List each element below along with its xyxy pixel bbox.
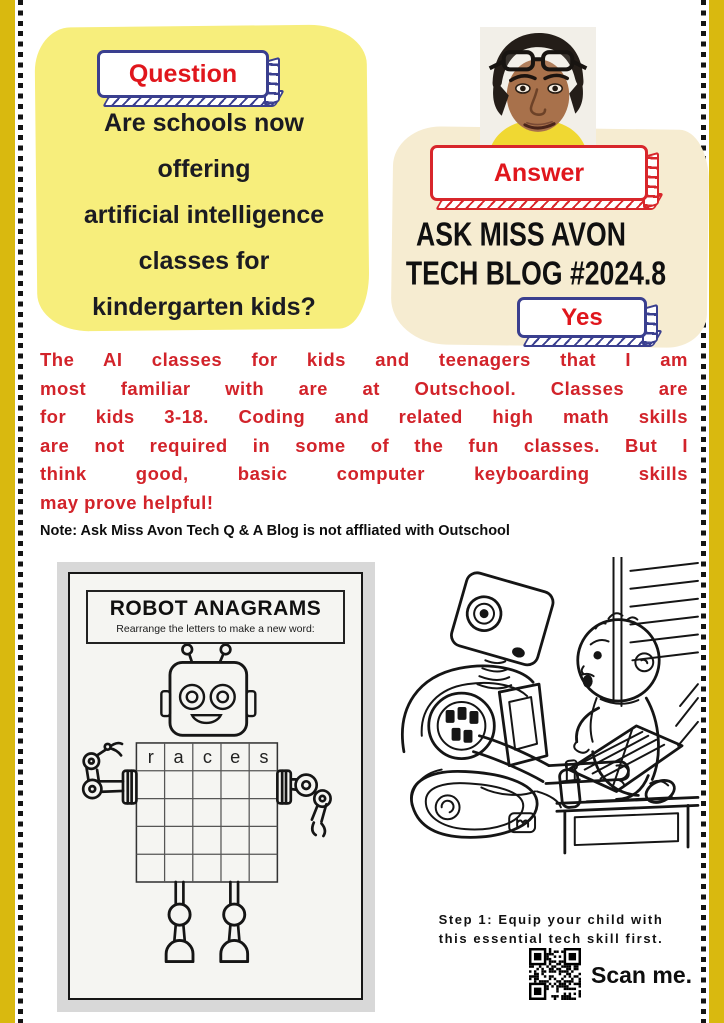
miss-avon-photo — [480, 27, 596, 154]
paragraph-line: most familiar with are at Outschool. Classes are — [40, 377, 688, 399]
robot-reading-to-baby-illustration — [382, 557, 700, 855]
answer-label: Answer — [430, 145, 648, 201]
right-gold-border — [709, 0, 724, 1023]
cta-step-text — [430, 910, 672, 948]
robot-right-arm — [290, 775, 330, 836]
paragraph-line: The AI classes for kids and teenagers that I am — [40, 349, 688, 370]
question-line: kindergarten kids? — [92, 293, 316, 321]
anagram-letter: r — [147, 747, 154, 768]
anagram-letter: c — [202, 747, 212, 768]
qr-code — [529, 948, 581, 1000]
cta-step-line: Step 1: Equip your child with — [438, 912, 664, 927]
blog-title-line1: ASK MISS AVON — [416, 216, 626, 253]
question-label-tag — [97, 50, 269, 98]
cta-step-line: this essential tech skill first. — [438, 931, 664, 946]
yes-label: Yes — [517, 297, 647, 338]
disclaimer-note: Note: Ask Miss Avon Tech Q & A Blog is not affliated with Outschool — [40, 523, 510, 539]
worksheet-title-box — [86, 590, 345, 644]
worksheet-subtitle: Rearrange the letters to make a new word: — [116, 623, 315, 635]
robot-anagrams-worksheet — [57, 562, 375, 1012]
yes-verdict-tag — [517, 297, 647, 338]
robot-left-arm — [83, 743, 123, 798]
question-line: artificial intelligence — [83, 201, 325, 229]
robot-anagram-figure — [76, 644, 356, 980]
anagram-letter: e — [229, 747, 240, 768]
question-text — [40, 100, 368, 330]
answer-paragraph — [40, 349, 688, 520]
question-line: classes for — [138, 247, 270, 275]
robot-antennae — [182, 645, 230, 663]
left-dashed-border — [18, 0, 23, 1023]
paragraph-line: think good, basic computer keyboarding skills — [40, 463, 688, 484]
answer-label-tag — [430, 145, 648, 201]
robot-head — [161, 662, 255, 735]
question-line: offering — [157, 155, 251, 183]
anagram-letter: a — [173, 747, 184, 768]
worksheet-title: ROBOT ANAGRAMS — [109, 597, 322, 620]
qr-code-icon — [529, 948, 581, 1000]
question-label: Question — [97, 50, 269, 98]
worksheet-card — [68, 572, 363, 1000]
paragraph-line: may prove helpful! — [40, 491, 214, 513]
left-gold-border — [0, 0, 15, 1023]
miss-avon-portrait-icon — [480, 27, 596, 154]
robot-reading-illustration-icon — [382, 557, 700, 855]
paragraph-line: for kids 3-18. Coding and related high math skills — [40, 406, 688, 427]
scan-me-label: Scan me. — [591, 962, 692, 988]
blog-title-line2: TECH BLOG #2024.8 — [405, 255, 667, 292]
paragraph-line: are not required in some of the fun classes. But I — [40, 434, 688, 456]
anagram-letter: s — [258, 747, 268, 768]
robot-legs — [166, 882, 248, 962]
question-line: Are schools now — [103, 109, 305, 137]
